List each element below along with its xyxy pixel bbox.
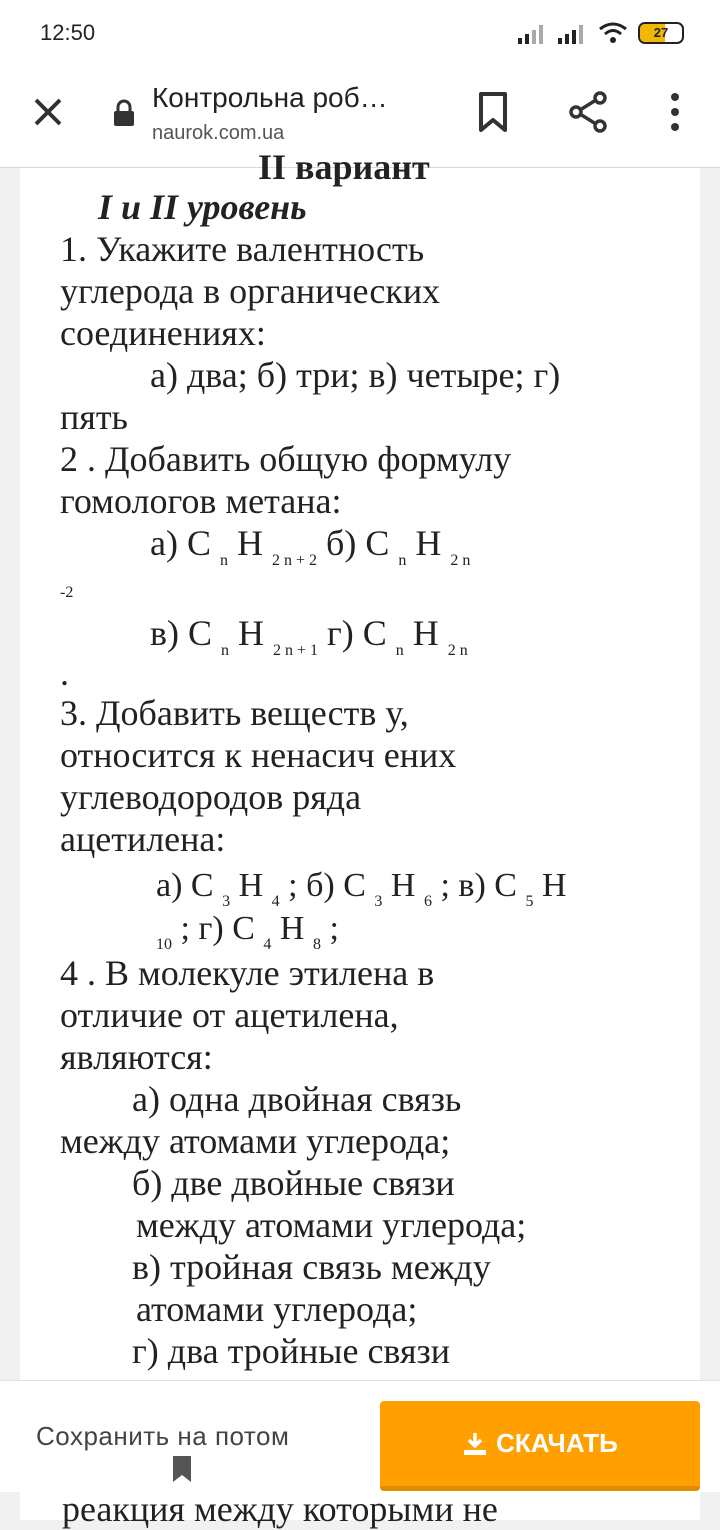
q2-options-ab: а) C $_n$ H $_{2 n + 2}$ б) C $_n$ H $_{2 n}$ bbox=[150, 523, 471, 569]
page-title: Контрольна роб… bbox=[152, 82, 388, 113]
q4-option-a: а) одна двойная связь bbox=[132, 1079, 462, 1119]
bookmark-save-icon[interactable] bbox=[171, 1455, 193, 1483]
status-icons bbox=[518, 22, 684, 44]
q1-options-tail: пять bbox=[60, 397, 128, 437]
q2-options-vg: в) C $_n$ H $_{2 n + 1}$ г) C $_n$ H $_{2 n}$ bbox=[150, 613, 468, 659]
q4-option-v: в) тройная связь между bbox=[132, 1247, 491, 1287]
q4-option-b-2: между атомами углерода; bbox=[136, 1205, 527, 1245]
share-icon[interactable] bbox=[566, 90, 610, 134]
bottom-action-bar bbox=[0, 1380, 720, 1492]
close-icon[interactable] bbox=[28, 92, 68, 132]
q2-line-1: 2 . Добавить общую формулу bbox=[60, 439, 512, 479]
q2-line-2: гомологов метана: bbox=[60, 481, 342, 521]
signal-icon-2 bbox=[558, 22, 588, 44]
bookmark-icon[interactable] bbox=[476, 90, 510, 134]
q4-line-2: отличие от ацетилена, bbox=[60, 995, 399, 1035]
signal-icon bbox=[518, 22, 548, 44]
lock-icon bbox=[112, 98, 136, 128]
q3-options-2: $_{10}$ ; г) C $_4$ H $_8$ ; bbox=[156, 910, 339, 953]
status-bar bbox=[0, 0, 720, 70]
q3-line-2: относится к ненасич ених bbox=[60, 735, 457, 775]
q2-options-tail: -2 bbox=[60, 584, 74, 601]
variant-heading: II вариант bbox=[258, 147, 430, 187]
cut-off-text: реакция между которыми не bbox=[62, 1489, 498, 1529]
q3-options-1: а) C $_3$ H $_4$ ; б) C $_3$ H $_6$ ; в) C $_5$ H bbox=[156, 867, 567, 910]
q1-options: а) два; б) три; в) четыре; г) bbox=[150, 355, 561, 395]
level-heading: I и II уровень bbox=[98, 187, 307, 227]
battery-level: 27 bbox=[653, 25, 669, 40]
more-options-icon[interactable] bbox=[660, 90, 690, 134]
q1-line-3: соединениях: bbox=[60, 313, 266, 353]
q4-option-g: г) два тройные связи bbox=[132, 1331, 450, 1371]
page-url: naurok.com.ua bbox=[152, 122, 285, 144]
battery-icon bbox=[638, 22, 684, 44]
q4-option-a-2: между атомами углерода; bbox=[60, 1121, 451, 1161]
document-page bbox=[20, 147, 700, 1520]
q4-option-v-2: атомами углерода; bbox=[136, 1289, 418, 1329]
q1-line-2: углерода в органических bbox=[60, 271, 441, 311]
wifi-icon bbox=[598, 22, 628, 44]
save-later-button[interactable]: Сохранить на потом bbox=[36, 1421, 290, 1451]
q4-option-b: б) две двойные связи bbox=[132, 1163, 455, 1203]
q2-dot: . bbox=[60, 653, 69, 693]
status-time: 12:50 bbox=[40, 20, 96, 45]
document-text bbox=[60, 186, 680, 1372]
q3-line-1: 3. Добавить веществ у, bbox=[60, 693, 409, 733]
q4-line-1: 4 . В молекуле этилена в bbox=[60, 953, 435, 993]
q1-line-1: 1. Укажите валентность bbox=[60, 229, 425, 269]
q4-line-3: являются: bbox=[60, 1037, 213, 1077]
download-button[interactable] bbox=[380, 1401, 700, 1491]
q3-line-4: ацетилена: bbox=[60, 819, 226, 859]
download-label: СКАЧАТЬ bbox=[496, 1428, 618, 1458]
q3-line-3: углеводородов ряда bbox=[60, 777, 362, 817]
download-icon bbox=[462, 1431, 488, 1457]
